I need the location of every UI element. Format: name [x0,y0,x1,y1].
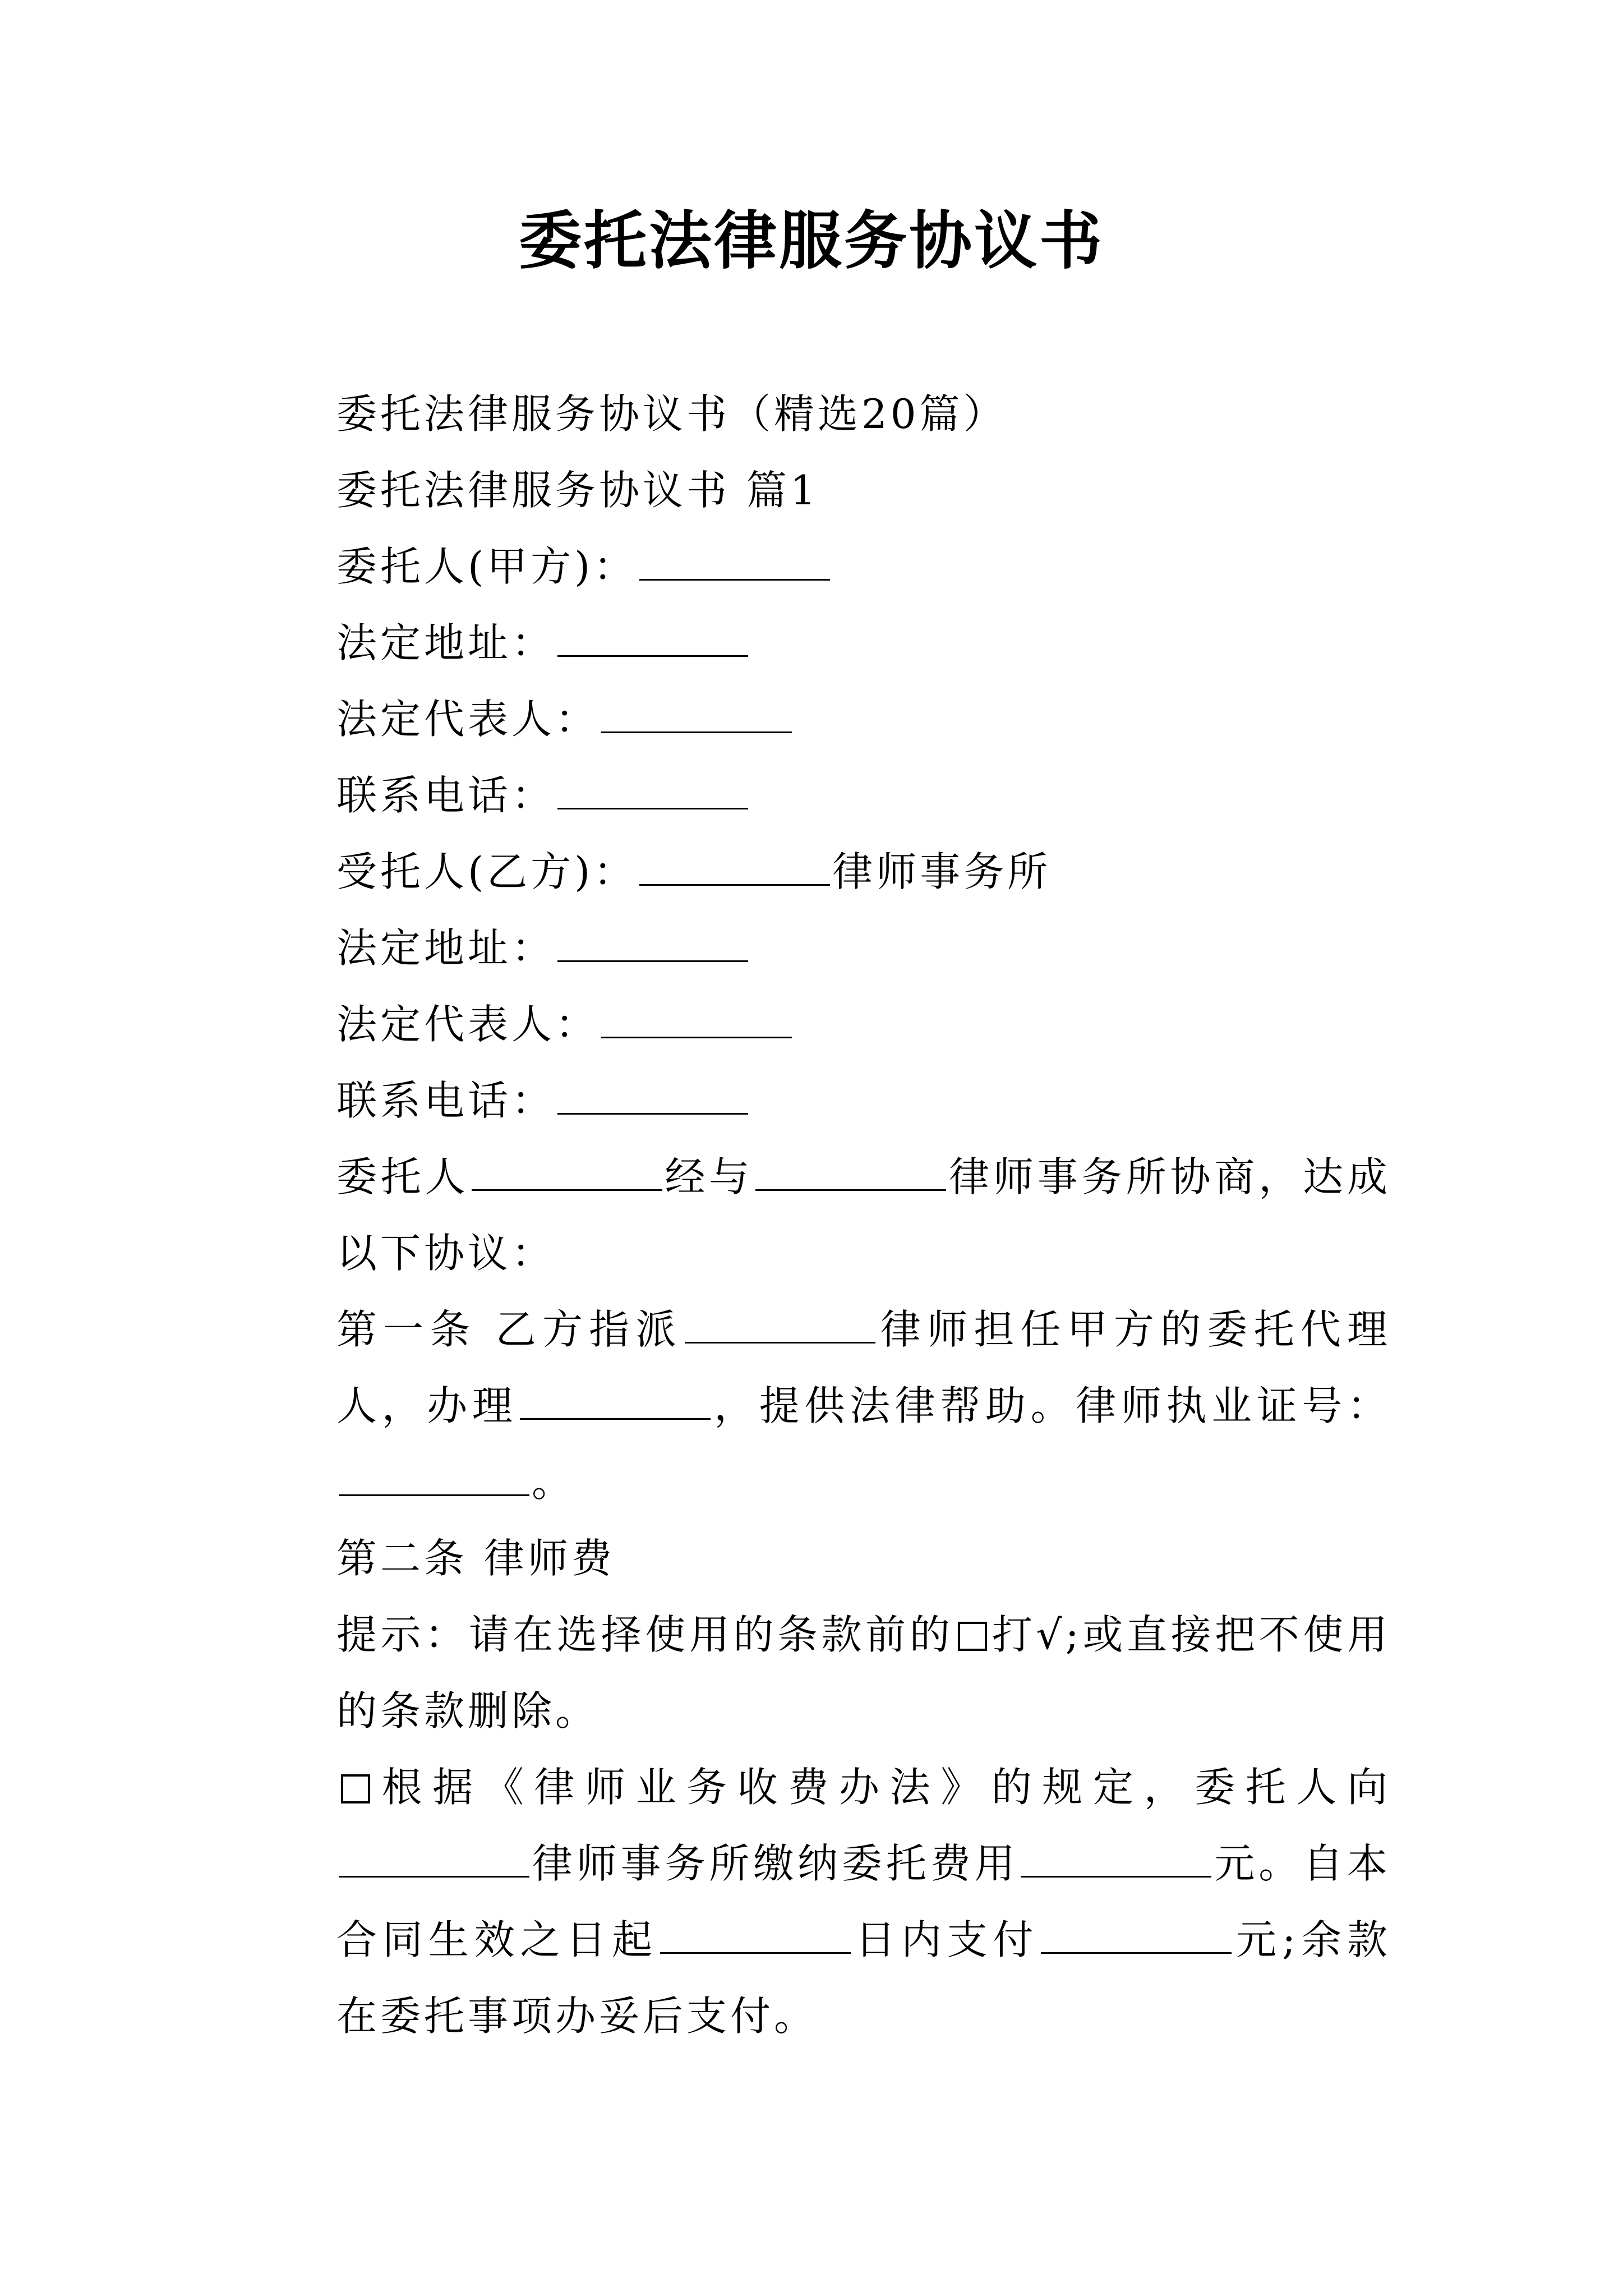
intro-blank-1 [472,1157,662,1191]
party-a-blank [639,546,830,581]
clause-blank-1 [339,1843,529,1878]
party-b-representative-line [247,986,1391,1062]
section-heading: 委托法律服务协议书 篇1 [336,467,819,514]
article-1-paragraph [247,1291,1391,1520]
party-a-phone-label: 联系电话： [336,772,556,819]
party-a-representative-label: 法定代表人： [336,696,600,743]
intro-text-3: 律师事务所协商，达成以下协议： [336,1153,1391,1277]
hint-text-1: 提示：请在选择使用的条款前的 [336,1611,954,1658]
party-b-representative-label: 法定代表人： [336,1001,600,1048]
subtitle: 委托法律服务协议书（精选20篇） [336,390,1007,438]
article-1-text-3: ，提供法律帮助。律师执业证号： [712,1382,1391,1429]
party-b-label: 受托人(乙方)： [336,848,638,895]
article-2-clause [247,1749,1391,2054]
checkbox-icon [341,1774,370,1803]
party-b-blank [639,852,830,886]
document-title: 委托法律服务协议书 [519,204,1104,278]
party-a-phone-blank [557,775,748,809]
party-a-representative-blank [601,699,792,733]
article-1-text-4: 。 [532,1458,576,1506]
intro-blank-2 [755,1157,946,1191]
party-b-phone-line [247,1062,1391,1139]
article-1-blank-3 [339,1462,529,1496]
party-b-phone-blank [557,1080,748,1115]
clause-blank-4 [1041,1920,1232,1954]
party-b-phone-label: 联系电话： [336,1077,556,1124]
article-2-heading: 第二条 律师费 [336,1535,615,1582]
party-a-representative-line [247,681,1391,757]
intro-text-1: 委托人 [336,1153,469,1200]
clause-text-4: 日内支付 [853,1916,1039,1963]
clause-text-3: 元。自本合同生效之日起 [336,1840,1391,1963]
article-1-text-1: 第一条 乙方指派 [336,1306,683,1353]
checkbox-icon [958,1622,987,1651]
party-b-address-line [247,910,1391,986]
party-a-address-blank [557,623,748,657]
clause-blank-2 [1021,1843,1211,1878]
hint-text-2: 打√;或直接把不使用的条款删除。 [336,1611,1391,1734]
article-1-blank-2 [520,1386,711,1420]
party-b-representative-blank [601,1004,792,1038]
party-a-line [247,528,1391,605]
party-a-address-line [247,605,1391,681]
intro-paragraph [247,1139,1391,1291]
party-b-suffix: 律师事务所 [832,848,1052,895]
clause-text-2: 律师事务所缴纳委托费用 [532,1840,1019,1887]
party-a-address-label: 法定地址： [336,619,556,666]
party-b-line [247,834,1391,910]
party-b-address-label: 法定地址： [336,924,556,972]
clause-blank-3 [660,1920,851,1954]
article-1-text-2: 律师担任甲方的委托代理人，办理 [336,1306,1391,1429]
party-a-phone-line [247,757,1391,834]
party-a-label: 委托人(甲方)： [336,543,638,590]
clause-text-1: 根据《律师业务收费办法》的规定，委托人向 [375,1764,1391,1811]
clause-text-5: 元;余款在委托事项办妥后支付。 [336,1916,1391,2040]
document-body [247,376,1391,2054]
intro-text-2: 经与 [664,1153,754,1200]
party-b-address-blank [557,928,748,962]
article-1-blank-1 [685,1309,875,1343]
article-2-hint [247,1596,1391,1749]
